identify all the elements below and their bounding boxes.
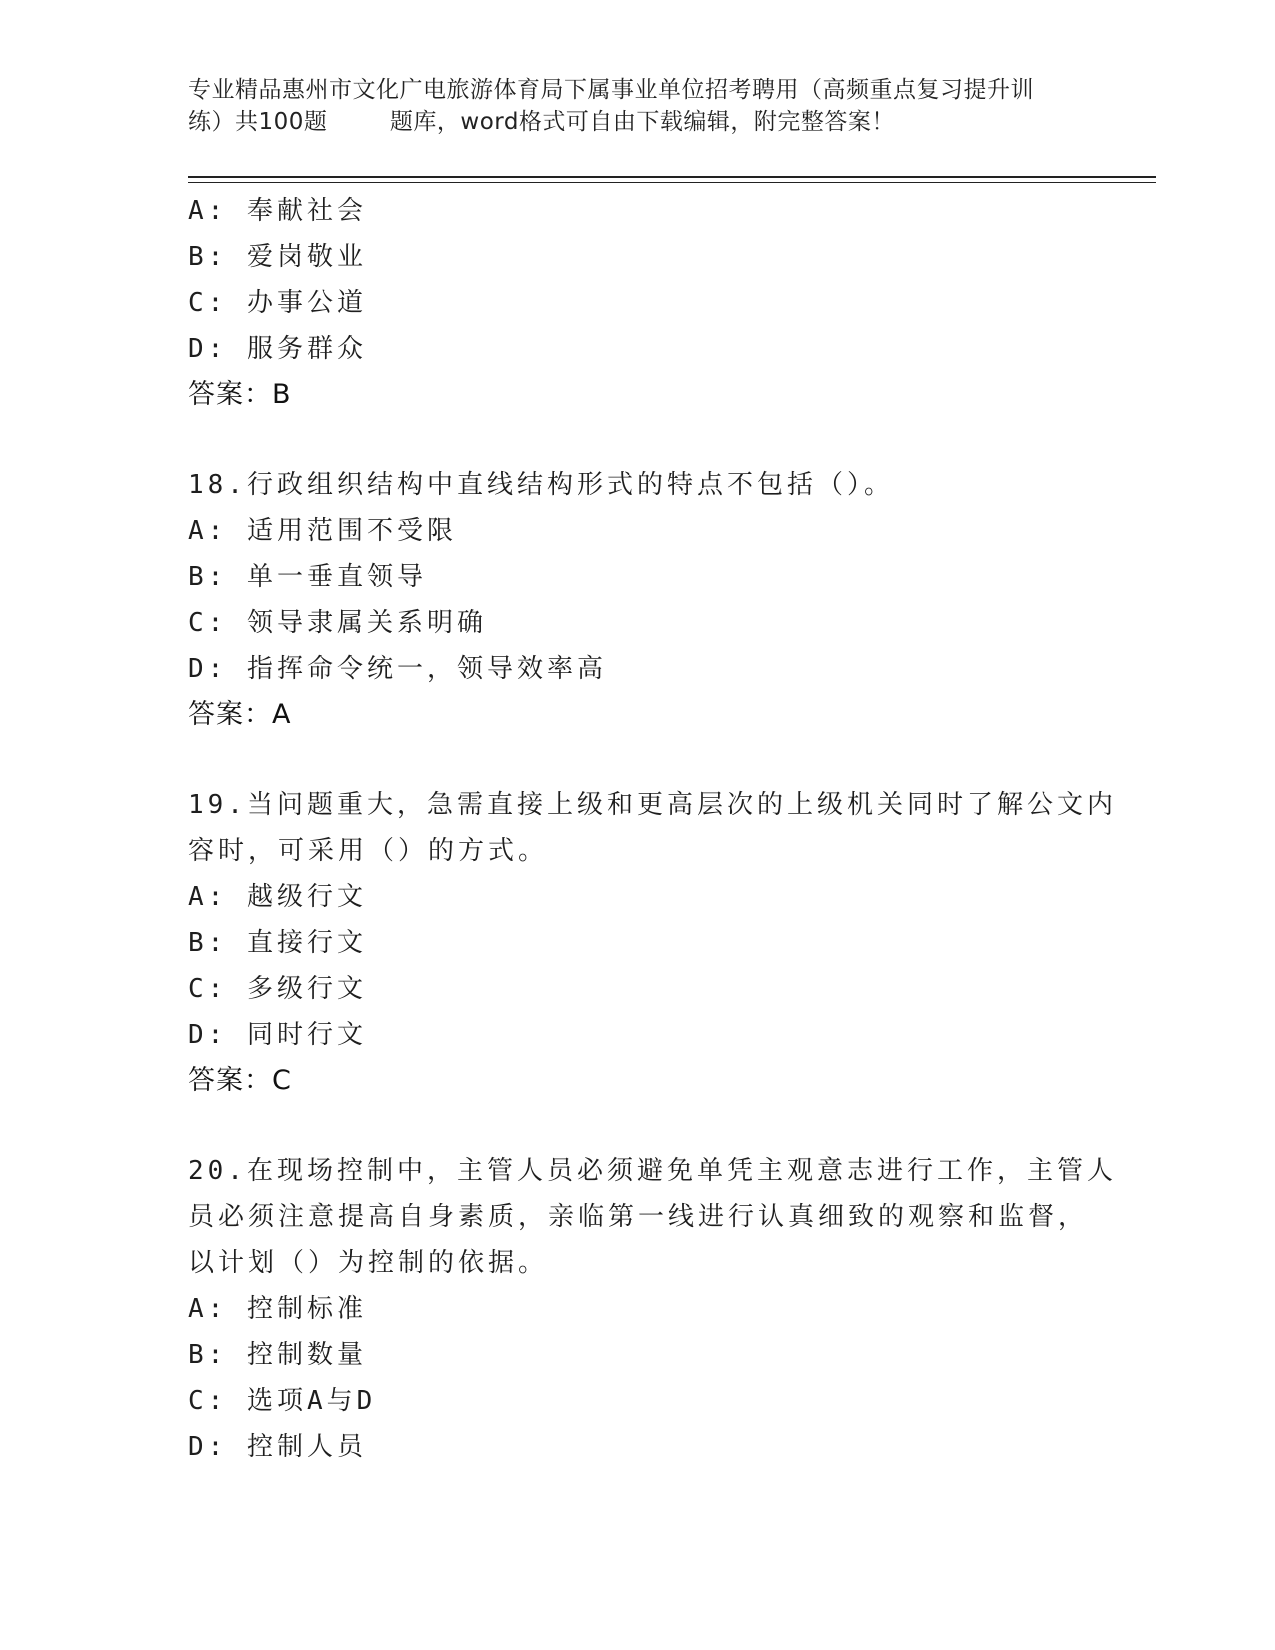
option-d: D: 同时行文 bbox=[188, 1020, 367, 1050]
option-b: B: 直接行文 bbox=[188, 928, 367, 958]
question-title-line-2: 员必须注意提高自身素质，亲临第一线进行认真细致的观察和监督， bbox=[188, 1202, 1089, 1232]
question-title-line-3: 以计划（）为控制的依据。 bbox=[188, 1248, 549, 1278]
option-d: D: 指挥命令统一，领导效率高 bbox=[188, 654, 607, 684]
answer-line: 答案：A bbox=[188, 699, 292, 730]
question-title: 18.行政组织结构中直线结构形式的特点不包括（）。 bbox=[188, 470, 894, 500]
question-20 bbox=[188, 1148, 1117, 1470]
option-a: A: 适用范围不受限 bbox=[188, 516, 457, 546]
option-b: B: 单一垂直领导 bbox=[188, 562, 427, 592]
question-title-line-1: 20.在现场控制中，主管人员必须避免单凭主观意志进行工作，主管人 bbox=[188, 1156, 1117, 1186]
question-17 bbox=[188, 188, 1088, 418]
option-a: A: 奉献社会 bbox=[188, 196, 367, 226]
option-a: A: 越级行文 bbox=[188, 882, 367, 912]
answer-line: 答案：C bbox=[188, 1065, 292, 1096]
question-18 bbox=[188, 462, 1088, 738]
option-c: C: 领导隶属关系明确 bbox=[188, 608, 487, 638]
option-c: C: 多级行文 bbox=[188, 974, 367, 1004]
header-divider-thin bbox=[188, 182, 1156, 183]
option-c: C: 办事公道 bbox=[188, 288, 367, 318]
answer-line: 答案：B bbox=[188, 379, 292, 410]
question-19 bbox=[188, 782, 1117, 1104]
question-title-line-2: 容时，可采用（）的方式。 bbox=[188, 836, 549, 866]
option-a: A: 控制标准 bbox=[188, 1294, 367, 1324]
question-content bbox=[188, 188, 1117, 1470]
header-line-2: 练）共100题 题库，word格式可自由下载编辑，附完整答案！ bbox=[188, 109, 895, 135]
option-c: C: 选项A与D bbox=[188, 1386, 377, 1416]
option-b: B: 爱岗敬业 bbox=[188, 242, 367, 272]
header-line-1: 专业精品惠州市文化广电旅游体育局下属事业单位招考聘用（高频重点复习提升训 bbox=[188, 77, 1034, 103]
option-d: D: 控制人员 bbox=[188, 1432, 367, 1462]
question-title-line-1: 19.当问题重大，急需直接上级和更高层次的上级机关同时了解公文内 bbox=[188, 790, 1117, 820]
option-b: B: 控制数量 bbox=[188, 1340, 367, 1370]
document-header bbox=[188, 74, 1088, 138]
option-d: D: 服务群众 bbox=[188, 334, 367, 364]
header-divider-thick bbox=[188, 176, 1156, 178]
